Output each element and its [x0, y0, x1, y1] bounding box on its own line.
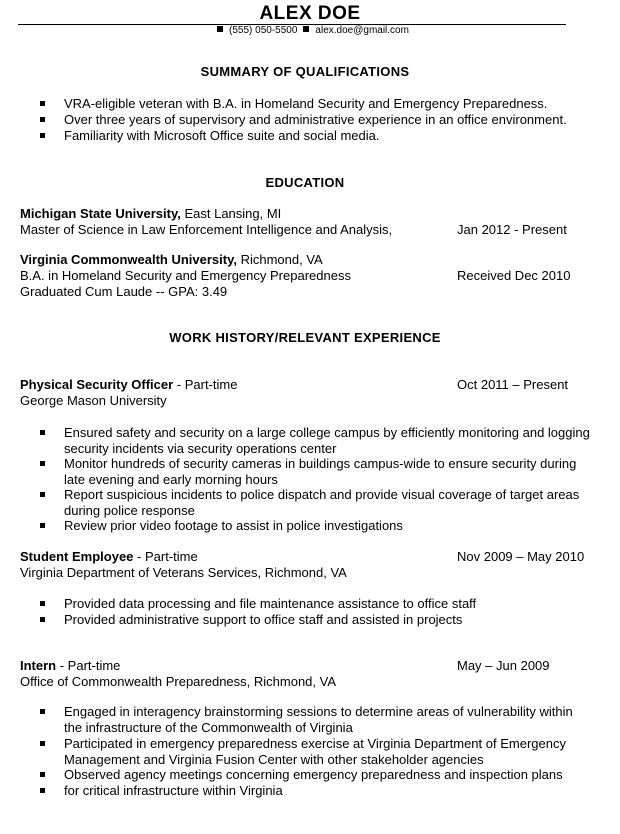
job-date: Nov 2009 – May 2010	[457, 549, 585, 564]
summary-item: Familiarity with Microsoft Office suite and social media.	[64, 128, 380, 143]
bullet-icon	[40, 596, 45, 612]
school-name: Michigan State University,	[20, 206, 181, 221]
job-title-line	[20, 377, 237, 393]
job-title-line	[20, 549, 198, 565]
job-title-line	[20, 658, 120, 674]
education-heading: EDUCATION	[265, 175, 345, 190]
square-bullet-icon	[303, 26, 309, 32]
job-org: George Mason University	[20, 393, 167, 408]
job-bullet: for critical infrastructure within Virginia	[64, 783, 283, 798]
job-bullet: Review prior video footage to assist in police investigations	[64, 518, 403, 533]
job-bullet: Participated in emergency preparedness exercise at Virginia Department of Emergency Management and Virginia Fusion Center with other stakeholder agencies	[64, 736, 566, 767]
job-type: - Part-time	[56, 658, 121, 673]
education-school-line	[20, 252, 323, 268]
education-school-line	[20, 206, 281, 222]
school-location: Richmond, VA	[236, 252, 323, 267]
contact-line	[0, 25, 620, 37]
job-bullet: Engaged in interagency brainstorming sessions to determine areas of vulnerability within the infrastructure of the Commonwealth of Virginia	[64, 704, 573, 735]
job-title: Student Employee	[20, 549, 134, 564]
job-title: Physical Security Officer	[20, 377, 174, 392]
square-bullet-icon	[217, 26, 223, 32]
bullet-icon	[40, 112, 45, 128]
school-location: East Lansing, MI	[180, 206, 282, 221]
bullet-icon	[40, 487, 45, 503]
honors: Graduated Cum Laude -- GPA: 3.49	[20, 284, 228, 299]
work-heading: WORK HISTORY/RELEVANT EXPERIENCE	[169, 330, 441, 345]
job-bullet: Provided administrative support to office staff and assisted in projects	[64, 612, 463, 627]
job-type: - Part-time	[173, 377, 238, 392]
bullet-icon	[40, 736, 45, 752]
job-bullet: Provided data processing and file maintenance assistance to office staff	[64, 596, 477, 611]
bullet-icon	[40, 518, 45, 534]
summary-item: VRA-eligible veteran with B.A. in Homeland Security and Emergency Preparedness.	[64, 96, 548, 111]
bullet-icon	[40, 128, 45, 144]
job-bullet: Report suspicious incidents to police dispatch and provide visual coverage of target areas during police response	[64, 487, 580, 518]
school-name: Virginia Commonwealth University,	[20, 252, 237, 267]
job-title: Intern	[20, 658, 57, 673]
email: alex.doe@gmail.com	[315, 25, 409, 36]
job-date: May – Jun 2009	[457, 658, 550, 673]
job-type: - Part-time	[133, 549, 198, 564]
job-org: Virginia Department of Veterans Services, Richmond, VA	[20, 565, 347, 580]
job-bullet: Monitor hundreds of security cameras in buildings campus-wide to ensure security during late evening and early morning hours	[64, 456, 577, 487]
job-org: Office of Commonwealth Preparedness, Richmond, VA	[20, 674, 336, 689]
bullet-icon	[40, 783, 45, 799]
job-bullet: Observed agency meetings concerning emergency preparedness and inspection plans	[64, 767, 563, 782]
education-date: Jan 2012 - Present	[457, 222, 567, 237]
job-bullet: Ensured safety and security on a large college campus by efficiently monitoring and logging security incidents via security operations center	[64, 425, 590, 456]
degree: B.A. in Homeland Security and Emergency Preparedness	[20, 268, 351, 283]
bullet-icon	[40, 96, 45, 112]
phone: (555) 050-5500	[229, 25, 298, 36]
bullet-icon	[40, 612, 45, 628]
bullet-icon	[40, 425, 45, 441]
bullet-icon	[40, 767, 45, 783]
education-date: Received Dec 2010	[457, 268, 571, 283]
resume-name: ALEX DOE	[259, 3, 361, 24]
bullet-icon	[40, 704, 45, 720]
summary-item: Over three years of supervisory and administrative experience in an office environment.	[64, 112, 567, 127]
job-date: Oct 2011 – Present	[457, 377, 569, 392]
summary-heading: SUMMARY OF QUALIFICATIONS	[200, 64, 410, 79]
bullet-icon	[40, 456, 45, 472]
degree: Master of Science in Law Enforcement Intelligence and Analysis,	[20, 222, 393, 237]
